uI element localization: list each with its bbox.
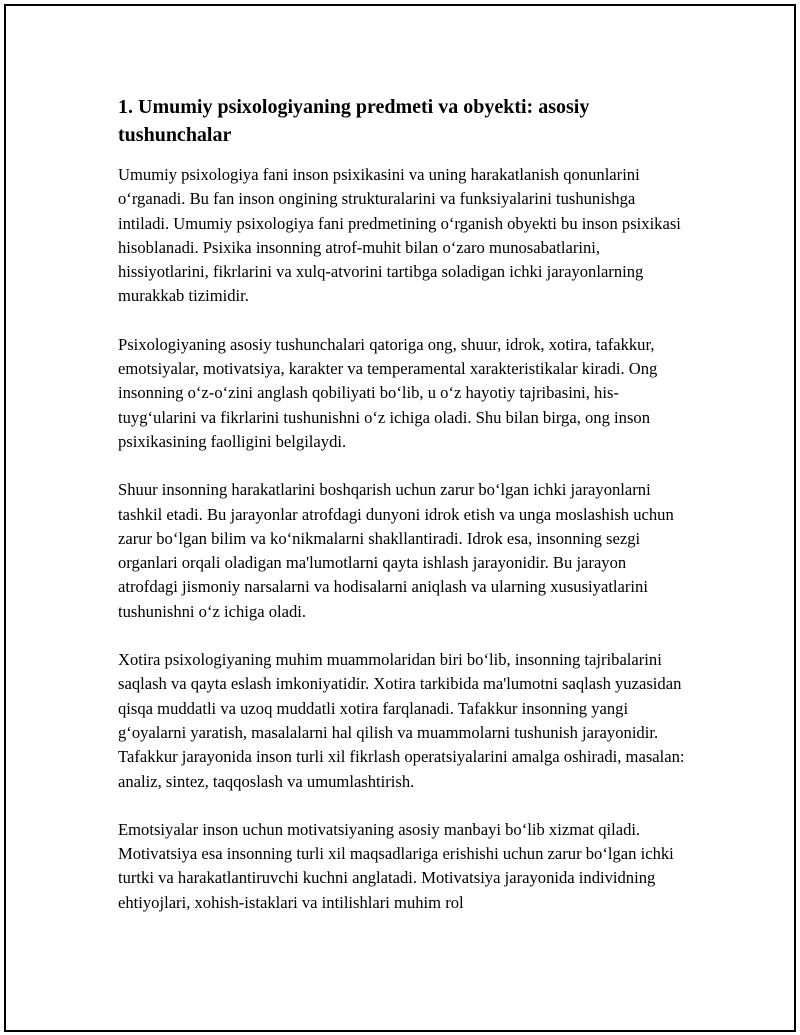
document-body <box>118 93 688 939</box>
paragraph-1: Umumiy psixologiya fani inson psixikasini va uning harakatlanish qonunlarini o‘rganadi. Bu fan inson ongining strukturalarini va funksiyalarini tushunishga intiladi. Umumiy psixologiya fani predmetining o‘rganish obyekti bu inson psixikasi hisoblanadi. Psixika insonning atrof-muhit bilan o‘zaro munosabatlarini, hissiyotlarini, fikrlarini va xulq-atvorini tartibga soladigan ichki jarayonlarning murakkab tizimidir. <box>118 165 681 306</box>
paragraph-2: Psixologiyaning asosiy tushunchalari qatoriga ong, shuur, idrok, xotira, tafakkur, emotsiyalar, motivatsiya, karakter va temperamental xarakteristikalar kiradi. Ong insonning o‘z-o‘zini anglash qobiliyati bo‘lib, u o‘z hayotiy tajribasini, his-tuyg‘ularini va fikrlarini tushunishni o‘z ichiga oladi. Shu bilan birga, ong inson psixikasining faolligini belgilaydi. <box>118 334 658 451</box>
paragraph-4: Xotira psixologiyaning muhim muammolaridan biri bo‘lib, insonning tajribalarini saqlash va qayta eslash imkoniyatidir. Xotira tarkibida ma'lumotni saqlash yuzasidan qisqa muddatli va uzoq muddatli xotira farqlanadi. Tafakkur insonning yangi g‘oyalarni yaratish, masalalarni hal qilish va muammolarni tushunish jarayonidir. Tafakkur jarayonida inson turli xil fikrlash operatsiyalarini amalga oshiradi, masalan: analiz, sintez, taqqoslash va umumlashtirish. <box>118 650 685 791</box>
paragraph-3: Shuur insonning harakatlarini boshqarish uchun zarur bo‘lgan ichki jarayonlarni tashkil etadi. Bu jarayonlar atrofdagi dunyoni idrok etish va unga moslashish uchun zarur bo‘lgan bilim va ko‘nikmalarni shakllantiradi. Idrok esa, insonning sezgi organlari orqali oladigan ma'lumotlarni qayta ishlash jarayonidir. Bu jarayon atrofdagi jismoniy narsalarni va hodisalarni aniqlash va ularning xususiyatlarini tushunishni o‘z ichiga oladi. <box>118 480 674 621</box>
section-heading: 1. Umumiy psixologiyaning predmeti va obyekti: asosiy tushunchalar <box>118 96 590 146</box>
paragraph-5: Emotsiyalar inson uchun motivatsiyaning asosiy manbayi bo‘lib xizmat qiladi. Motivatsiya esa insonning turli xil maqsadlariga erishishi uchun zarur bo‘lgan ichki turtki va harakatlantiruvchi kuchni anglatadi. Motivatsiya jarayonida individning ehtiyojlari, xohish-istaklari va intilishlari muhim rol <box>118 819 674 912</box>
